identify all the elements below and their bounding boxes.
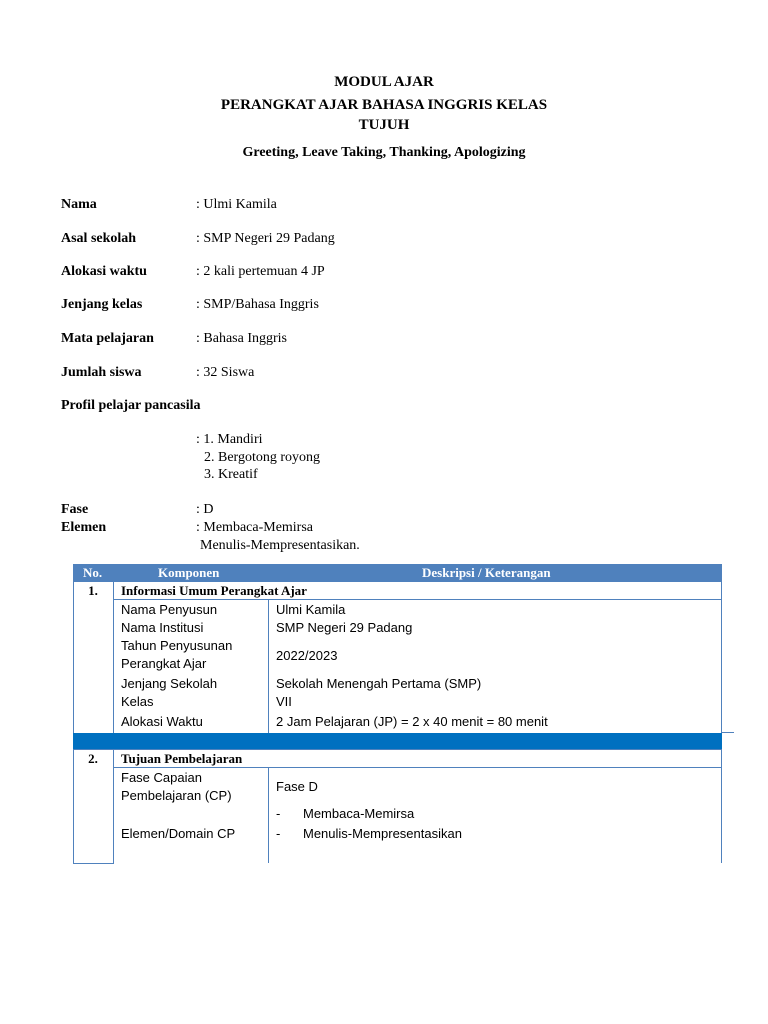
header-deskripsi: Deskripsi / Keterangan [422, 565, 551, 580]
table-cell-deskripsi: Membaca-Memirsa [303, 806, 415, 821]
table-row-line [73, 581, 722, 582]
field-value-elemen-line2: Menulis-Mempresentasikan. [200, 538, 360, 553]
table-header [73, 564, 722, 581]
field-value-jumlah-siswa: : 32 Siswa [196, 365, 255, 380]
table-cell-komponen: Tahun Penyusunan [121, 638, 233, 653]
table-row-line [113, 599, 722, 600]
section-title: Informasi Umum Perangkat Ajar [121, 583, 307, 598]
table-border-right [721, 581, 722, 733]
field-label-nama: Nama [61, 197, 97, 212]
table-cell-komponen: Kelas [121, 694, 154, 709]
table-cell-deskripsi: Menulis-Mempresentasikan [303, 826, 462, 841]
table-cell-deskripsi: 2 Jam Pelajaran (JP) = 2 x 40 menit = 80 menit [276, 714, 548, 729]
field-value-alokasi-waktu: : 2 kali pertemuan 4 JP [196, 264, 325, 279]
field-value-asal-sekolah: : SMP Negeri 29 Padang [196, 231, 335, 246]
table-cell-deskripsi: Sekolah Menengah Pertama (SMP) [276, 676, 482, 691]
field-label-fase: Fase [61, 502, 89, 517]
field-value-elemen: : Membaca-Memirsa [196, 520, 314, 535]
table-cell-deskripsi: SMP Negeri 29 Padang [276, 620, 413, 635]
table-cell-deskripsi: Fase D [276, 779, 318, 794]
header-no: No. [83, 565, 103, 580]
field-value-nama: : Ulmi Kamila [196, 197, 277, 212]
field-label-alokasi-waktu: Alokasi waktu [61, 264, 147, 279]
field-label-asal-sekolah: Asal sekolah [61, 231, 137, 246]
table-cell-komponen: Nama Penyusun [121, 602, 218, 617]
table-cell-komponen-line2: Pembelajaran (CP) [121, 788, 232, 803]
table-row-line [73, 749, 722, 750]
document-title: MODUL AJAR [334, 74, 434, 90]
table-row-line [113, 767, 722, 768]
profil-item-3: 3. Kreatif [204, 467, 258, 482]
field-label-profil: Profil pelajar pancasila [61, 398, 201, 413]
table-border-left [73, 581, 74, 733]
document-title-line3: TUJUH [358, 117, 410, 133]
table-cell-deskripsi: 2022/2023 [276, 648, 338, 663]
table-cell-komponen: Alokasi Waktu [121, 714, 203, 729]
field-label-mata-pelajaran: Mata pelajaran [61, 331, 154, 346]
table-cell-komponen-line2: Perangkat Ajar [121, 656, 207, 671]
separator-tail [722, 732, 734, 733]
table-cell-deskripsi: VII [276, 694, 292, 709]
document-title-line2: PERANGKAT AJAR BAHASA INGGRIS KELAS [220, 97, 548, 113]
section-number: 2. [88, 751, 98, 766]
field-label-jenjang-kelas: Jenjang kelas [61, 297, 143, 312]
field-value-mata-pelajaran: : Bahasa Inggris [196, 331, 287, 346]
field-value-jenjang-kelas: : SMP/Bahasa Inggris [196, 297, 319, 312]
section-separator-band [73, 733, 722, 749]
table-row-line [73, 863, 114, 864]
profil-item-2: 2. Bergotong royong [204, 450, 321, 465]
table-cell-komponen: Fase Capaian [121, 770, 202, 785]
list-bullet: - [276, 826, 281, 841]
table-border-komponen [268, 600, 269, 733]
section-number: 1. [88, 583, 98, 598]
document-subtitle: Greeting, Leave Taking, Thanking, Apologizing [242, 145, 526, 160]
table-cell-deskripsi: Ulmi Kamila [276, 602, 346, 617]
table-border-num [113, 581, 114, 733]
table-cell-komponen: Elemen/Domain CP [121, 826, 236, 841]
section-title: Tujuan Pembelajaran [121, 751, 243, 766]
list-bullet: - [276, 806, 281, 821]
table-cell-komponen: Jenjang Sekolah [121, 676, 218, 691]
profil-item-1: : 1. Mandiri [196, 432, 263, 447]
field-label-jumlah-siswa: Jumlah siswa [61, 365, 142, 380]
field-label-elemen: Elemen [61, 520, 107, 535]
header-komponen: Komponen [158, 565, 220, 580]
table-border-komponen [268, 768, 269, 863]
table-cell-komponen: Nama Institusi [121, 620, 204, 635]
field-value-fase: : D [196, 502, 214, 517]
